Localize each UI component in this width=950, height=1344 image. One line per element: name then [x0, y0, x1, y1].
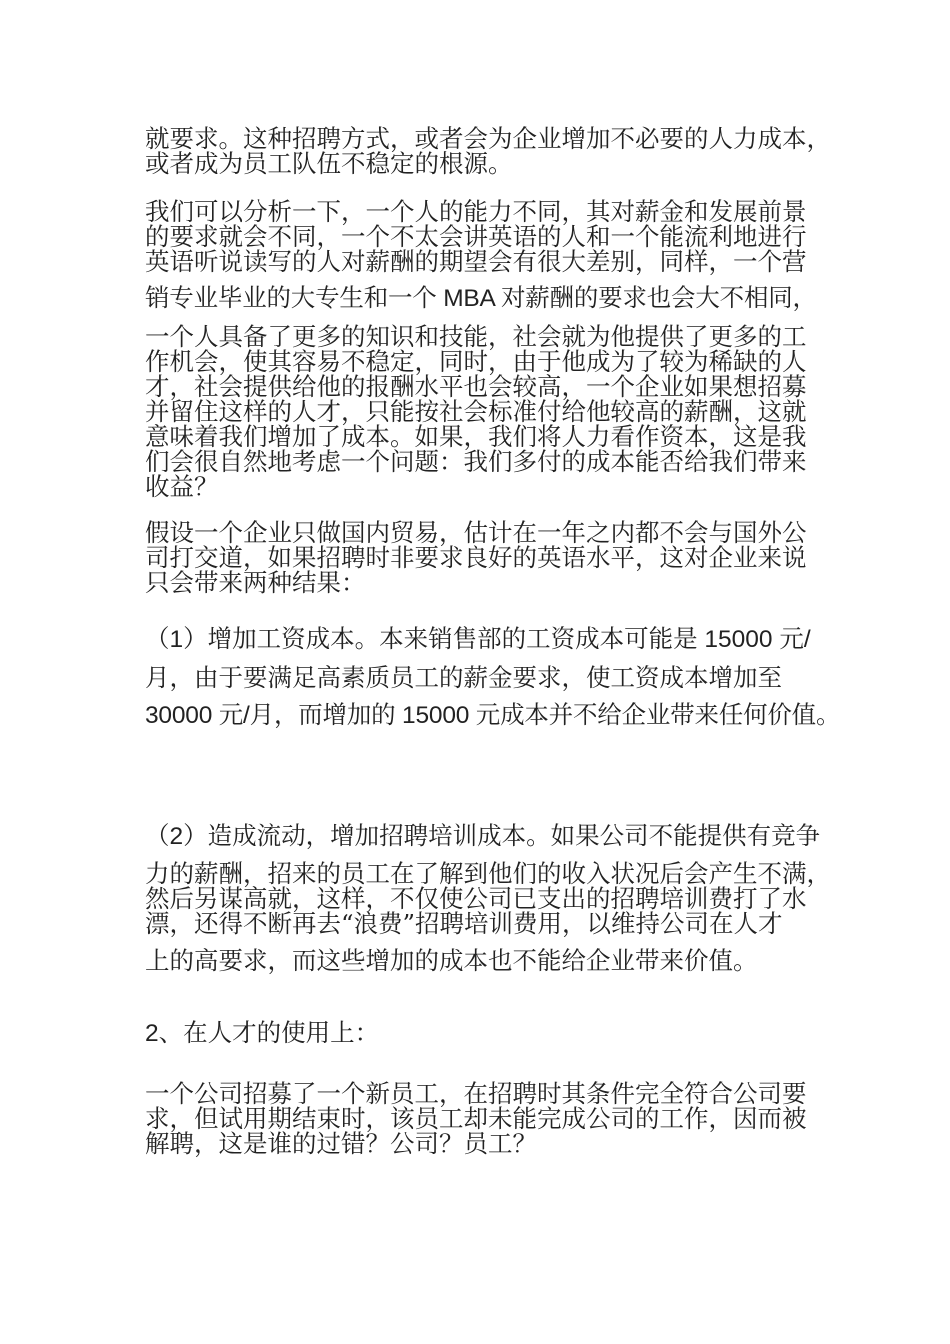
paragraph-2-line-5: 一个人具备了更多的知识和技能，社会就为他提供了更多的工: [145, 322, 807, 351]
paragraph-7-line-2: 求，但试用期结束时，该员工却未能完成公司的工作，因而被: [145, 1104, 807, 1133]
paragraph-7-line-3: 解聘，这是谁的过错？公司？员工？: [145, 1129, 537, 1158]
paragraph-1-line-2: 或者成为员工队伍不稳定的根源。: [145, 149, 513, 178]
paragraph-2-line-7: 才，社会提供给他的报酬水平也会较高，一个企业如果想招募: [145, 372, 807, 401]
paragraph-3-line-2: 司打交道，如果招聘时非要求良好的英语水平，这对企业来说: [145, 543, 807, 572]
paragraph-4-line-3: 30000 元/月，而增加的 15000 元成本并不给企业带来任何价值。: [145, 702, 841, 729]
paragraph-2-line-2: 的要求就会不同，一个不太会讲英语的人和一个能流利地进行: [145, 222, 807, 251]
paragraph-4-line-2: 月，由于要满足高素质员工的薪金要求，使工资成本增加至: [145, 663, 782, 692]
paragraph-2-line-1: 我们可以分析一下，一个人的能力不同，其对薪金和发展前景: [145, 197, 807, 226]
paragraph-2-line-9: 意味着我们增加了成本。如果，我们将人力看作资本，这是我: [145, 422, 807, 451]
paragraph-3-line-3: 只会带来两种结果：: [145, 568, 366, 597]
paragraph-5-line-2: 力的薪酬，招来的员工在了解到他们的收入状况后会产生不满，: [145, 859, 831, 888]
paragraph-3-line-1: 假设一个企业只做国内贸易，估计在一年之内都不会与国外公: [145, 518, 807, 547]
paragraph-2-line-6: 作机会，使其容易不稳定，同时，由于他成为了较为稀缺的人: [145, 347, 807, 376]
paragraph-2-line-4: 销专业毕业的大专生和一个 MBA 对薪酬的要求也会大不相同，: [145, 285, 817, 312]
paragraph-4-line-1: （1）增加工资成本。本来销售部的工资成本可能是 15000 元/: [145, 626, 811, 653]
paragraph-5-line-3: 然后另谋高就，这样，不仅使公司已支出的招聘培训费打了水: [145, 884, 807, 913]
paragraph-2-line-3: 英语听说读写的人对薪酬的期望会有很大差别，同样，一个营: [145, 247, 807, 276]
paragraph-5-line-5: 上的高要求，而这些增加的成本也不能给企业带来价值。: [145, 946, 758, 975]
paragraph-7-line-1: 一个公司招募了一个新员工，在招聘时其条件完全符合公司要: [145, 1079, 807, 1108]
paragraph-5-line-1: （2）造成流动，增加招聘培训成本。如果公司不能提供有竞争: [145, 823, 821, 850]
paragraph-5-line-4: 漂，还得不断再去“浪费”招聘培训费用，以维持公司在人才: [145, 909, 783, 938]
section-heading: 2、在人才的使用上：: [145, 1020, 380, 1047]
paragraph-2-line-10: 们会很自然地考虑一个问题：我们多付的成本能否给我们带来: [145, 447, 807, 476]
paragraph-2-line-11: 收益？: [145, 472, 219, 501]
paragraph-1-line-1: 就要求。这种招聘方式，或者会为企业增加不必要的人力成本，: [145, 124, 831, 153]
paragraph-2-line-8: 并留住这样的人才，只能按社会标准付给他较高的薪酬，这就: [145, 397, 807, 426]
